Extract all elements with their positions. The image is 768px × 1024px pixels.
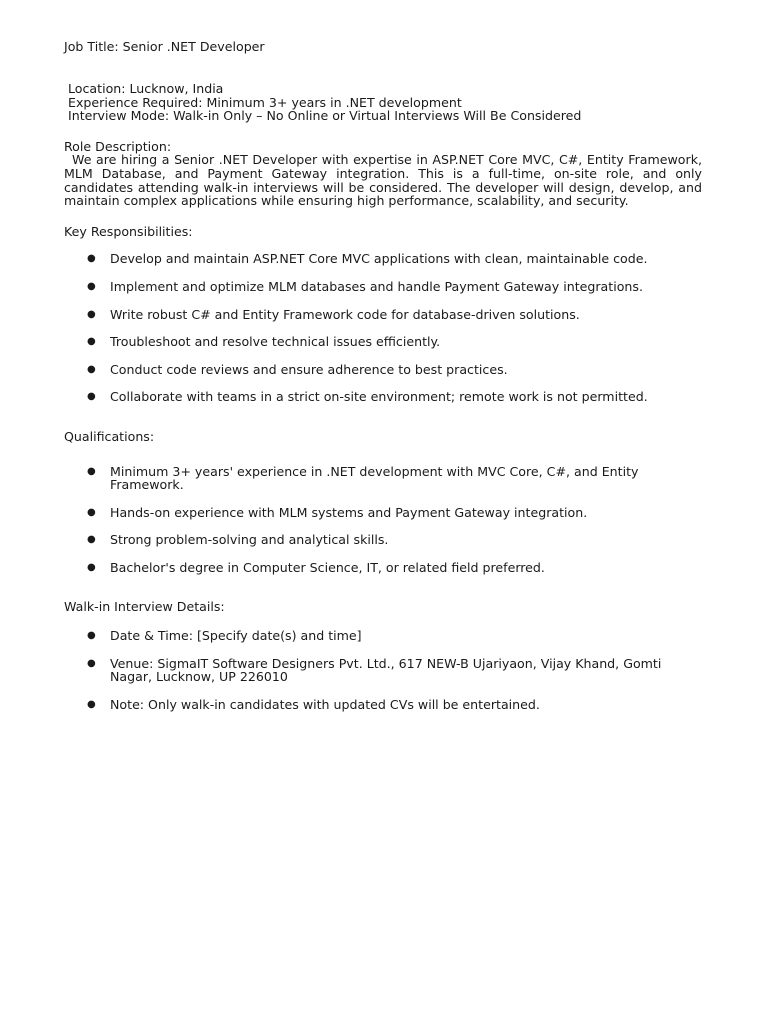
list-item-text: Hands-on experience with MLM systems and Payment Gateway integration.	[110, 504, 588, 520]
list-item-text: Date & Time: [Specify date(s) and time]	[110, 628, 362, 644]
bullet-icon: ●	[87, 391, 96, 403]
list-item	[64, 533, 702, 547]
responsibilities-heading: Key Responsibilities:	[64, 223, 193, 239]
walk-in-heading: Walk-in Interview Details:	[64, 599, 225, 615]
list-item	[64, 335, 702, 349]
list-item	[64, 506, 702, 520]
list-item-text: Conduct code reviews and ensure adherence to best practices.	[110, 361, 508, 377]
job-title: Job Title: Senior .NET Developer	[64, 39, 265, 54]
bullet-icon: ●	[87, 363, 96, 375]
list-item	[64, 280, 702, 294]
experience-line: Experience Required: Minimum 3+ years in .NET development	[68, 94, 462, 110]
walk-in-list	[64, 629, 702, 711]
bullet-icon: ●	[87, 561, 96, 573]
list-item-text: Bachelor's degree in Computer Science, IT, or related field preferred.	[110, 559, 545, 575]
list-item-text: Troubleshoot and resolve technical issues efficiently.	[110, 334, 441, 350]
interview-mode-line: Interview Mode: Walk-in Only – No Online or Virtual Interviews Will Be Considered	[68, 108, 582, 124]
list-item	[64, 561, 702, 575]
bullet-icon: ●	[87, 698, 96, 710]
role-description-heading: Role Description:	[64, 138, 172, 154]
qualifications-list	[64, 465, 702, 575]
list-item	[64, 465, 702, 492]
bullet-icon: ●	[87, 657, 96, 669]
list-item	[64, 657, 702, 684]
list-item	[64, 629, 702, 643]
bullet-icon: ●	[87, 465, 96, 477]
bullet-icon: ●	[87, 280, 96, 292]
list-item	[64, 252, 702, 266]
list-item	[64, 308, 702, 322]
role-description-body: We are hiring a Senior .NET Developer with expertise in ASP.NET Core MVC, C#, Entity Framework, MLM Database, and Payment Gateway integration. This is a full-time, on-site role, and only candidates attending walk-in interviews will be considered. The developer will design, develop, and maintain complex applications while ensuring high performance, scalability, and security.	[64, 152, 702, 209]
list-item-text: Implement and optimize MLM databases and handle Payment Gateway integrations.	[110, 278, 643, 294]
bullet-icon: ●	[87, 630, 96, 642]
document-page	[64, 40, 702, 711]
list-item-text: Develop and maintain ASP.NET Core MVC applications with clean, maintainable code.	[110, 251, 648, 267]
list-item	[64, 363, 702, 377]
list-item-text: Note: Only walk-in candidates with updated CVs will be entertained.	[110, 696, 540, 712]
bullet-icon: ●	[87, 336, 96, 348]
list-item-text: Strong problem-solving and analytical skills.	[110, 532, 389, 548]
list-item	[64, 390, 702, 404]
job-meta	[64, 82, 702, 123]
list-item	[64, 698, 702, 712]
location-line: Location: Lucknow, India	[68, 81, 224, 96]
bullet-icon: ●	[87, 534, 96, 546]
responsibilities-list	[64, 252, 702, 404]
qualifications-heading: Qualifications:	[64, 428, 155, 444]
bullet-icon: ●	[87, 253, 96, 265]
list-item-text: Venue: SigmaIT Software Designers Pvt. Ltd., 617 NEW-B Ujariyaon, Vijay Khand, Gomti Nagar, Lucknow, UP 226010	[110, 655, 662, 685]
list-item-text: Write robust C# and Entity Framework code for database-driven solutions.	[110, 306, 580, 322]
bullet-icon: ●	[87, 506, 96, 518]
bullet-icon: ●	[87, 308, 96, 320]
list-item-text: Minimum 3+ years' experience in .NET development with MVC Core, C#, and Entity Framework.	[110, 463, 639, 493]
list-item-text: Collaborate with teams in a strict on-site environment; remote work is not permitted.	[110, 389, 648, 405]
